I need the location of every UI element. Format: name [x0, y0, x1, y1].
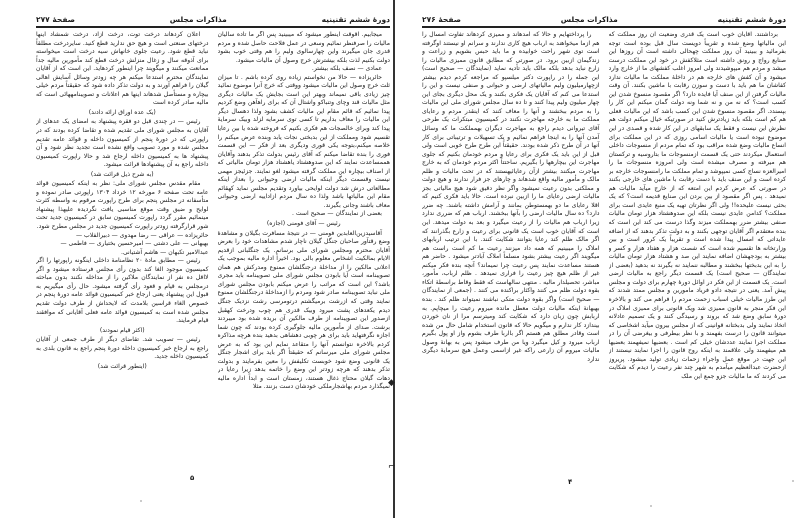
text-columns	[422, 31, 786, 471]
column-right	[609, 31, 787, 471]
folio-right: ۴	[568, 478, 573, 486]
paragraph: بعضی از نمایندگان — صحیح است .	[292, 210, 382, 218]
paragraph: برداشتند. آقایان خوب است یک قدری وضعیت آن روز مملکت که این مالیاتها وضع شده و تقریباً دویست سال قبل بوده است توجه بفرمائید و ببینید آن روز مملکت چهحالی داشته است آن روزها این صنایع رواج و رونق داشته است مثلاکفش در خود این مملکت درست میشد و مردم هم میپوشیدند ولی امروز اغلب کفشهای ما از خارج وارد میشود و آن کفش های خارجه هم در داخلهٔ مملکت ما مالیات ندارد کفاشان ما هم باید با دست و سوزن رقابت با ماشین بکنند. آن وقت مالیات گرفتن از این صنف آیا فایده دارد؟ اگر مقصود منسوخ شدن این کسب است؟ که نه من و نه شما ونه دولت گمان میکنم این کار را بپسندد. اگر مقصود منسوخ شدن این کسب باشد که این مالیات فعلی هم کم است بلکه باید زیادترش کنید در صورتیکه خیال میکنم دولت هم نظرش این نیست و فقط یک سابقهای در این کار شده و قصدی در این موضوع نبوده است یا مالیات اسامی روزی که در این مملکت برای انساع مالیات وضع شده مراقب بود که تمام مردم از منسوجات داخلی استعمال میکردند حتی یک قسمت ازمنسوجات ما بتاروسیه و ترکستان هم میرفته و مصرف میشده است ولی امروزه منسوجات ما را امیرالعزه نساج کسی نمیپوشد و تمام مملکت ما رامنسوجات خارجه بر کرده است و این صنف باید با دست رقابت با ماشین های خارجی بکنند در صورتی که عرض کردم این امتعه که از خارج میآید مالیات هم نمیدهد . پس اگر مقصود از بین بردن این صنایع قدیمه است؟ که یک بحثی نیست علیحده!! ولی اگر نظرتان تهیه یک منبع عایدی است برای مملکت؟ کدامن عایدی نیست بلکه این صدوهشتاد هزار تومان مالیات صنفی بیشتر ضرر بهمملکت میزند وگذا درست می کند این است که بنده معتقدم اگر آقایان توجهی بکنند و به دولت تذکر بدهند که از اضافه عایداتی که امسال پیدا شده است و تقریباً یک کرور است و بین وزارتخانه ها تقسیم شده است که شصت هزار و هفتاد هزار و کسر و بیشتر به بودجهشان اضافه نمایند این صد و هشتاد هزار تومان مالیات را به این بدبختها ببخشند و مطالبه ننمایند نه بگیرند نه بدهید (بعضی از نمایندگان — صحیح است) یک قسمت دیگر راجع به مالیات ارضی است. یک قسمت از این فکر در اوائل دورهٔ چهارم برای دولت و مجلس پیش آمد. یعنی در نتیجه دادو فریاد مامورین و مجلس ممتد شدند که این طرز مالیات خیلی اسباب زحمت مردم را فراهم می کند و بالاخره این فکر منجر به قانون مميزی شد ویک قانونی برای مميزی املاک در دورهٔ سابق وضع شد که بروند و رسیدگی کنند و یک تصمیم عادلانه اتخاذ نمایند ولی بدبختانه قوانینی که از مجلس بیرون میآید اشخاصی که میتوانند قانون را درست بفهمند و با نظر بیطرفی و بیغرضی آن را در مملکت اجرا نمایند عددشان خیلی کم است . بعضیها نمیفهمند بعضیها هم میفهمند ولی علاقمند به اینکه روح قانون را اجرا نمایند نیستند از این جهت در موقع عمل واجراء زحمات زیادی تولید میشود. پریروز ازحضرت عبدالعظیم میآمدم به شهر چند نفر رعیت را دیدم که شکایت می کردند که ما مالیات جزو جمع این ملک	[608, 31, 786, 380]
stage-direction: (یک عده اوراق ارائه دادند)	[88, 108, 156, 116]
page-title: مذاکرات مجلس	[169, 14, 227, 24]
paragraph: میجابیم. آقوقت اینطور میشود که میبینید پس اگر ما تاده سالیان مالیات را صرفنظر نمائیم وسعی در عمل فلاحت حاصل شده و مردم قدری جان میگیرند واین چهارسالوی ولیم را هم وقتی خوب بشود دولت بکنیم لذت بلکه بیشترش خرج وصول آن مالیات میشود.	[217, 31, 390, 64]
stage-direction: (به شرح ذیل قرائت شد)	[90, 170, 154, 178]
paragraph: رئیس — مطابق مادهٔ ۲۰ نظامنامهٔ داخلی اینگونه راپورتها را اگر کمیسیون موجود الغا کند بدون رأی مجلس فرستاده میشود و اگر لااقل ده نفر از نمایندگان ملاکین را از مداخله نکنند بدون مباحثه درمجلس به قیام و قعود رأی گرفته میشود. حال رأی میگیریم به قبول این پیشنهاد یعنی ارجاع خبر کمیسیون قوائد عامه دورهٔ پنجم در خصوص الغاء قراسین بلامدت که لایحداش از طرف دولت تقدیم مجلس شده است به کمیسیون قوائد عامه فعلی آقایانی که موافقند قیام فرمایند.	[36, 257, 209, 325]
page-title: مذاکرات مجلس	[560, 14, 618, 24]
paragraph: را پرداختهایم و حالا که آمدهاند و ممیزی کردهاند تفاوت امسال را هم ازما میخواهند به ارباب هیچ کاری ندارند و سرانم او نیستند اوگرفته است توی شهر راحت خوابیده و ما باید حبس بشویم و زراعت و زندگیمان ازبین برود. در صورتی که مطابق قانون ممیزی مالیات را زارع نباید بدهد بلکه مالک باید تأدیه نماید (نمایندگان — صحیح است) این جمله را در راپورت دکتر میلسپو که مراجعه کردم دیدم بیشتر ازچهارمیلیون ولیم مالیاتهای ارضی و حیوانی و صنفی نیست و این را استدعا می کنم که آقایان یک فکری بکنند و یک محل دیگری بجای این چهار میلیون ولیم پیدا کنند و تا ده سال مجلس شورای ملی این مالیات را به مردم ببخشند و آنها را معاف کنند که اینقدر مردم و رعایای مملکت ما به خارجه مهاجرت نکنند در کمیسیون مبتکرات یک طرحی آقای تیروانی دیدم راجع به مهاجرت دیگران بهمملکت ما که وسائل آمدن آنها را به اینجا فراهم نمائیم و یک تسهیلات و ترتیباتی برای کار آنها در آن طرح ذکر شده بودند. حقیقتاً این طرح طرح خوبی است ولی قبل از این باید یک فکری برای رعایا و مردم خودمان بکنیم که جلوی مهاجرت این بیچارهها را بگیریم. ساحتتاً اکثر مردم خودمان که به خارج مهاجرت میکنند بیشتر ازآن رعایائیهستند که در تحت مالیات و ظلم مالک و مأمور مالیه واقع شدهاند و چارهای جز فرار ندارند و هیچ دولت و مملکتی بدون رعیت نمیشود واگر نظر دقیق شود هیچ مالیاتی بجز مالیات ارضی رعایای ما را ازبین نبرده است. حالا باید فکری کنیم که اقلا رعایای ما دو بهمستوطن بمانند و آرامش داشته باشند. چه ضرر دارد؟ ده سال مالیات ارضی را بآنها ببخشند. ارباب هم که ضرری ندارد زیرا ارباب هم مالیات را از رعیت میگیرد و بعد به دولت میدهد. این است که آقایان خوب است یک قانونی برای رعیت و زارع بگذرانند که اگر مالک ظلم کند رعایا بتوانند شکایت کنند. با این ترتیب اربابهای املاک را میبینیم که همه داد میزنند رعیت ما کم است راست هم میگویند اگر رعیت بیشتر بشود مسلماً املاک آبادتر میشود . حاضر هم هستند مساعدت نمایند پس رعیت چرا نمیماند؟ آنچه بنده فکر میکنم غیر از ظلم هیچ چیز رعیت را فراری نمیدهد . ظلم ارباب، مأمور، مباشر، تحصیلدار مالیه . منتهی سالهاست که فقط وقاط براسطهٔ اتکاء بقوه دولت ظلم می کنند واکثار براکنده می کنند . (جمعی از نمایندگان — صحیح است) واگر بقوه دولت متکی نباشند نمیتواند ظلم کند . بنده بهبهانهٔ اینکه مالیات دولت معطل مانده میروم رعیت را میچاپم. به اربابش چون زبان دارد که شکایت کند ومیترسم مرا از نان خوردن بیندازد کار ندارم و میگویم حالا که قانون استخدام شامل حال من شده است وقادر مطلق هم هستم اگر بااربا طرف بشوم واز او پول بگیرم ارباب میرود و کیل میگیرد ویا من طرف میشود پس به بهانهٔ وصول مالیات میروم آن زارعی راکه غیر ازاسمی وعمل هیچ سرمایهٔ دیگری ندارد	[422, 31, 600, 363]
paragraph: حائریزاده — حالا من نخواستم زیاده روی کرده باشم . تا میزان ثلث خرج وصول این مالیات میشود ووقتی که خرج آنرا موضوع نمائید چیز زیادی باقی نمیماند وبهتر این است بجایش یک مالیات دیگری مثل مالیات قند وچای وتنباکو واشتال آن که برای راهآهن وضع کردیم پیدا نمائیم که قائم مقام این مالیات کشف بشود ولذا دهسال دیگر این مالیات را معاف بداریم تا کسی توی سرمایه لزلد وبیک سرمایهٔ پیدا کند وبرای خالصجات هم فکری بکنیم که فروخته شده یا بین رعایا تقسیم شود ومملکت از این بدبختی نجات یابد وبنده عرض میکنم را خلاصه میکنم،بتوجه یکی قوری ودیگری بعد از فکر — این قسمت فوری را بنده تقاضا میکنم که آقای رئیس بدولت تذکر بدهند وآقایان هممساعدت نمایند که این صدوهشتاد یاهشتاد هزار تومان مالیاتی که از اصناف بیچاره این مملکت گرفته میشود لغو نمایند. جزئیجز مهمی نیست وقسمت دیگر اینکه مالیات ارضی وحیوانی را بعداز اینکه مطالعاتی درش شد دولت لوایحی بیاورد وتقدیم مجلس نماید کهقائم مقام این مالیاتها باشد ولذا ده سال مردم ازاداییه ارضی وحیوانی معاف باشند وجانی بگیرند.	[217, 73, 390, 209]
scan-speck	[650, 505, 652, 507]
signature-line: عبدالامیر تکبهان — هاشم آشتیانی.	[121, 248, 209, 256]
column-left	[422, 31, 600, 471]
right-page	[400, 0, 800, 518]
column-left	[36, 31, 209, 392]
header-rule	[36, 26, 390, 28]
paragraph: رئیس — تصویب شد. تقاضای دیگر از طرف جمعی از آقایان راجع به ارجاع خبر کمیسیون داخله دورهٔ پنجم راجع به قانون بلدی به کمیسیون داخله جدید.	[36, 336, 209, 361]
paragraph: مقام مقدس مجلس شورای ملی: نظر به اینکه کمیسیون قوائد عامه تحت صفحه ۶ مورخه ۱۲ خرداد ۱۳۰۴ راپورتی صادر نموده و متأسفانه در مجلس پنجم برای طرح راپورت مرقوم به واسطه کثرت لوایح و ضیق وقت موقع مناسبی یافت نگردیده علیهذا پیشنهاد مینمائیم مقرر گردد راپورت کمیسیون سابق در کمیسیون جدید تحت شور قرارگرفته زودتر راپورت کمیسیون جدید در مجلس مطرح شود.	[36, 180, 209, 231]
page-term: دورهٔ ششم تقنینیه	[321, 14, 390, 24]
page-number-label: صفحهٔ ۲۷۶	[422, 14, 461, 24]
folio-left: ۵	[190, 474, 195, 482]
spine-mark-icon: ⌐	[388, 462, 396, 472]
spine-mark-icon: ◆	[388, 378, 395, 388]
paragraph: عمادی — نصف بلکه بیشتر.	[311, 65, 382, 73]
header-rule	[422, 26, 786, 28]
text-columns	[36, 31, 390, 392]
book-spine	[393, 0, 395, 518]
page-number-label: صفحهٔ ۲۷۷	[36, 14, 75, 24]
paragraph: رئیس — در چندی قبل دو فقره پیشنهاد به امضای یک عدهای از آقایان به مجلس شورای ملی تقدیم شده و تقاضا کرده بودند که در راپورتی که در دورهٔ پنجم از کمیسیون داخله و قوائد عامه تقدیم مجلس شده و مورد تصویب واقع نشده است تجدید نظر شود و آن پیشنهاد ها به کمیسیون داخله ارجاع شد و حالا راپورت کمیسیون داخله راجع به آن پیشنهادها قرائت میشود.	[36, 118, 209, 169]
stage-direction: (اکثر قیام نمودند)	[99, 326, 145, 334]
speaker-line: رئیس — آقای فومنی (اجازه)	[266, 220, 341, 228]
stage-direction: (اینطور قرائت شد)	[97, 362, 147, 370]
running-head-right	[422, 12, 786, 26]
running-head-left	[36, 12, 390, 26]
scan-speck	[140, 500, 142, 502]
page-term: دورهٔ ششم تقنینیه	[717, 14, 786, 24]
signature-line: بهبهانی — علی دشتی — امیرحسین بختیاری — فاطمی —	[60, 240, 209, 248]
paragraph: اعلان کردهاند درخت توت، درخت آزاد، درخت شمشاد اینها درختهای صنعتی است و هیچ حق ندارید قطع کنید. سایردرخت مطلقاً نباید قطع شود. رعیت جلوی خانهاش سیه درخت است میخواسته برای آذوقه سال و زغال منزلش درخت قطع کند مأمورین مالیه جداً ممانعت میکنند و میگویند چرا اینطور کردهاید. این است که از آقایان نمایندگان محترم استدعا میکنم هر چه زودتر وسائل آسایش اهالی گیلان را فراهم آورند و به دولت تذکر داده شود که حقیقتاً مردم خیلی بیچاره و مستأصل شدهاند اینها هم اعلانات و تصویبنامههائی است که مالیه صادر کرده است	[36, 31, 209, 107]
scan-speck	[792, 480, 794, 482]
signature-line: حائریزاده — عراقی — رضا مهدوی — دبیرالفلاب —	[76, 231, 209, 239]
paragraph: آقاسیدزین‌العابدین فومنی — در نتیجهٔ مسافرت بگیلان و مشاهدهٔ وضع رقتآور صاحبان جنگل گیلان ناچار شدم مشاهدات خود را بعرض آقایان محترم ومجلس شورای ملی برسانم. یک جنگلبانی ازقدیم الایام بمالکیت اشخاص معلوم بالی بود. اخیراً اداره مالیه بموجب یک اعلانی مالکین را از مداخلهٔ درجنگلشان ممنوع ومدرکش هم همان تصویبنامه است آیا بابودن مجلس شورای ملی تصویبنامه باید مجری باشد؟ این است که مراتب را عرض میکنم بابودن مجلس شورای ملی نباید تصویبنامه صادر شود ومردم را ازمداخلهٔ درجنگلشان ممنوع نمایند وقتی که ازرشت برمیگشتم درتومرسی رشت نزدیک جنگل دیدم یکعدهای پشت میرود وبیک قدری هم چوب ودرخت کهقبل ازصدور این تصویبنامه از طرف مالکین آن بریده شده بود میبردند برشت. صدای از مأمورین مالیه جلوگیری کرده بودند که چون شما اجازه نگرفتهاید باید برای هر چوبی دهشاهی بدهید بنده هرچه مذاکره کردم بالاخره نتوانستم آنها را متقاعد نمایم این بود که به عرض مجلس شورای ملی میرسانم که حقیقتاً اگر باید برای اشجار جنگل یک قانونی وضع شود خوبست تکلیفش را معین بفرمایند و بدولت تذکر بدهند که هرچه زودتر این وضع را خاتمه بدهد زیرا رعایا در دهات گیلان محتاج ذغال هستند، زمستان است و ابداً اداره مالیه نمیگذارد مردم بهاشجارملکی خودشان دست بزنند. مثلا	[217, 229, 390, 391]
column-right	[218, 31, 391, 392]
